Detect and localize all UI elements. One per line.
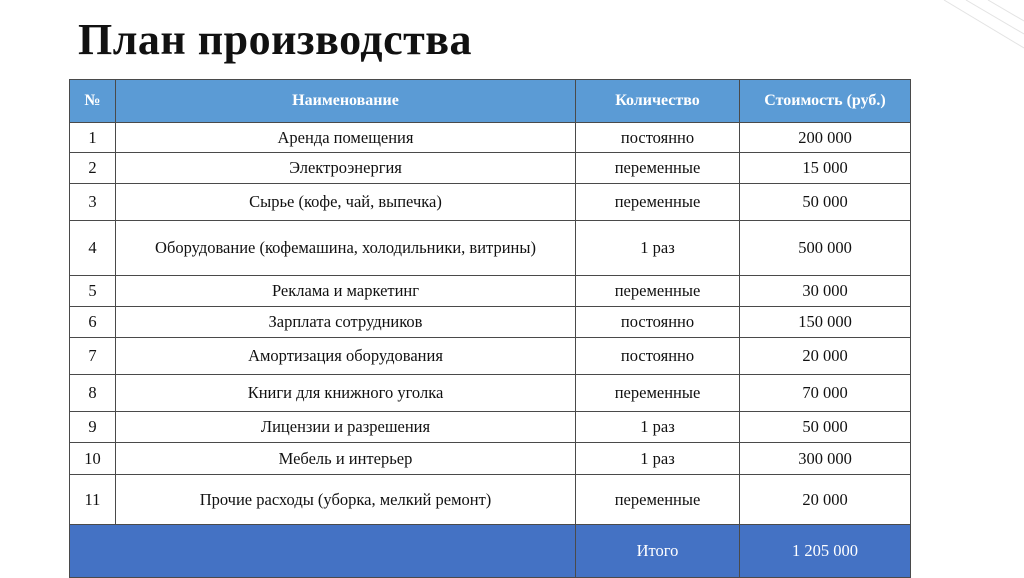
header-name: Наименование <box>116 80 576 123</box>
table-header-row <box>70 80 911 123</box>
header-quantity: Количество <box>576 80 740 123</box>
row-name: Аренда помещения <box>116 123 576 153</box>
row-cost: 500 000 <box>740 221 911 276</box>
row-quantity: 1 раз <box>576 443 740 475</box>
table-row <box>70 475 911 525</box>
row-cost: 30 000 <box>740 276 911 307</box>
table-row <box>70 443 911 475</box>
header-number: № <box>70 80 116 123</box>
total-spacer <box>70 525 576 578</box>
header-cost: Стоимость (руб.) <box>740 80 911 123</box>
row-name: Мебель и интерьер <box>116 443 576 475</box>
table-row <box>70 221 911 276</box>
row-number: 6 <box>70 307 116 338</box>
row-name: Реклама и маркетинг <box>116 276 576 307</box>
row-quantity: переменные <box>576 184 740 221</box>
row-number: 5 <box>70 276 116 307</box>
row-number: 4 <box>70 221 116 276</box>
row-name: Оборудование (кофемашина, холодильники, витрины) <box>116 221 576 276</box>
row-quantity: постоянно <box>576 123 740 153</box>
row-name: Прочие расходы (уборка, мелкий ремонт) <box>116 475 576 525</box>
row-name: Лицензии и разрешения <box>116 412 576 443</box>
table-row <box>70 375 911 412</box>
table-row <box>70 184 911 221</box>
table-row <box>70 338 911 375</box>
table-row <box>70 307 911 338</box>
row-quantity: постоянно <box>576 307 740 338</box>
row-number: 9 <box>70 412 116 443</box>
corner-decoration <box>904 0 1024 60</box>
total-label: Итого <box>576 525 740 578</box>
row-cost: 150 000 <box>740 307 911 338</box>
row-cost: 50 000 <box>740 184 911 221</box>
row-cost: 300 000 <box>740 443 911 475</box>
row-name: Сырье (кофе, чай, выпечка) <box>116 184 576 221</box>
row-number: 1 <box>70 123 116 153</box>
row-cost: 50 000 <box>740 412 911 443</box>
table-row <box>70 123 911 153</box>
row-name: Зарплата сотрудников <box>116 307 576 338</box>
row-quantity: 1 раз <box>576 412 740 443</box>
page-title: План производства <box>78 15 472 64</box>
row-cost: 20 000 <box>740 475 911 525</box>
row-quantity: переменные <box>576 475 740 525</box>
row-number: 7 <box>70 338 116 375</box>
row-number: 11 <box>70 475 116 525</box>
row-cost: 20 000 <box>740 338 911 375</box>
row-quantity: 1 раз <box>576 221 740 276</box>
production-plan-table <box>69 79 911 578</box>
total-row <box>70 525 911 578</box>
row-cost: 15 000 <box>740 153 911 184</box>
row-quantity: переменные <box>576 276 740 307</box>
total-value: 1 205 000 <box>740 525 911 578</box>
row-quantity: переменные <box>576 375 740 412</box>
row-cost: 70 000 <box>740 375 911 412</box>
row-number: 8 <box>70 375 116 412</box>
row-number: 2 <box>70 153 116 184</box>
row-number: 10 <box>70 443 116 475</box>
row-name: Электроэнергия <box>116 153 576 184</box>
row-name: Книги для книжного уголка <box>116 375 576 412</box>
row-quantity: постоянно <box>576 338 740 375</box>
row-name: Амортизация оборудования <box>116 338 576 375</box>
row-cost: 200 000 <box>740 123 911 153</box>
table-row <box>70 412 911 443</box>
table-row <box>70 276 911 307</box>
row-number: 3 <box>70 184 116 221</box>
table-row <box>70 153 911 184</box>
row-quantity: переменные <box>576 153 740 184</box>
